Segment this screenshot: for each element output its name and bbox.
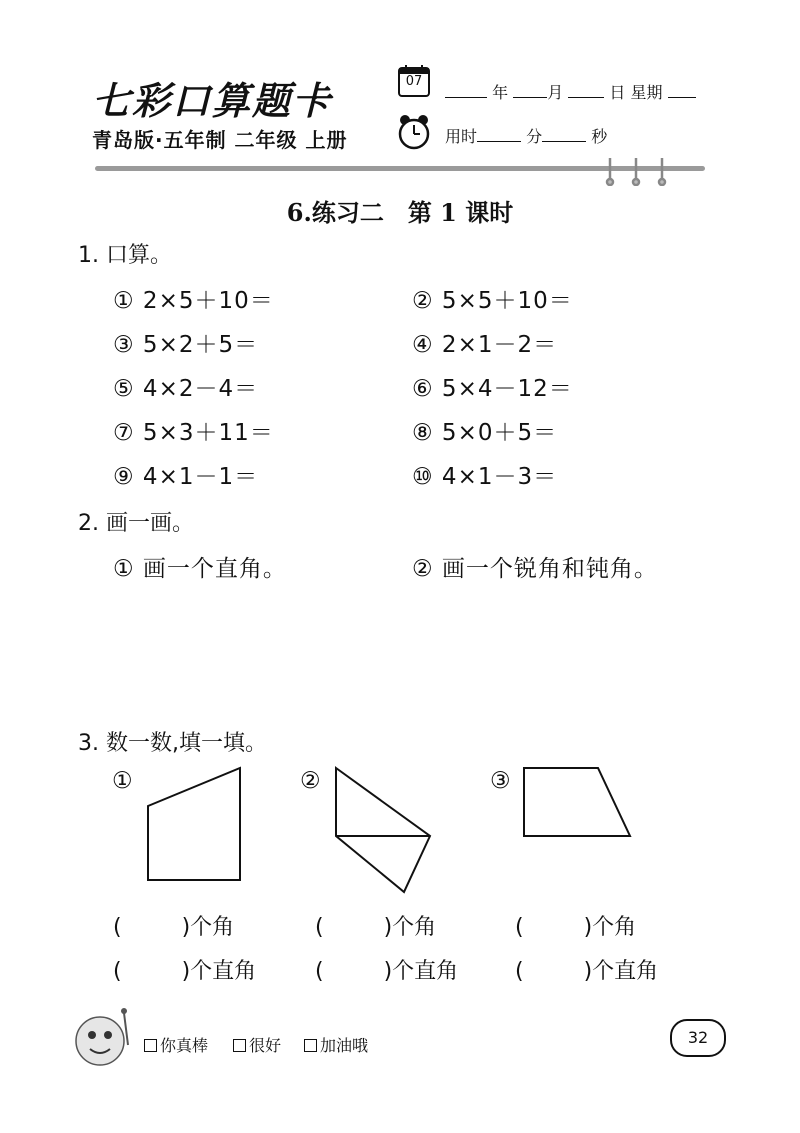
problem-2: ② 5×5＋10＝ (412, 288, 573, 314)
problem-10: ⑩ 4×1－3＝ (412, 464, 558, 490)
mascot-icon (70, 1005, 136, 1071)
rating-option-1[interactable]: 你真棒 (144, 1033, 208, 1056)
figure-label-1: ① (112, 768, 134, 794)
problem-1: ① 2×5＋10＝ (113, 288, 274, 314)
figure-1-quadrilateral (140, 762, 250, 887)
figure-2-triangles (328, 762, 438, 897)
brand-title: 七彩口算题卡 (92, 79, 333, 123)
figure-3-trapezoid (518, 762, 638, 844)
problem-7: ⑦ 5×3＋11＝ (113, 420, 274, 446)
draw-task-2: ② 画一个锐角和钝角。 (412, 556, 658, 582)
draw-task-1: ① 画一个直角。 (113, 556, 287, 582)
answer-angles-3: ( )个角 (515, 915, 637, 940)
problem-9: ⑨ 4×1－1＝ (113, 464, 259, 490)
problem-3: ③ 5×2＋5＝ (113, 332, 259, 358)
answer-angles-1: ( )个角 (113, 915, 235, 940)
checkbox-icon[interactable] (233, 1039, 246, 1052)
section2-heading: 2. 画一画。 (78, 511, 194, 536)
section1-heading: 1. 口算。 (78, 243, 172, 268)
answer-right-angles-1: ( )个直角 (113, 959, 257, 984)
problem-6: ⑥ 5×4－12＝ (412, 376, 573, 402)
edition-label: 青岛版·五年制 二年级 上册 (92, 128, 348, 152)
answer-right-angles-3: ( )个直角 (515, 959, 659, 984)
problem-5: ⑤ 4×2－4＝ (113, 376, 259, 402)
lesson-title: 6.练习二 第 1 课时 (286, 198, 514, 227)
alarm-clock-icon (397, 114, 431, 150)
answer-angles-2: ( )个角 (315, 915, 437, 940)
problem-8: ⑧ 5×0＋5＝ (412, 420, 558, 446)
divider-pins (600, 156, 672, 186)
checkbox-icon[interactable] (304, 1039, 317, 1052)
figure-label-3: ③ (490, 768, 512, 794)
problem-4: ④ 2×1－2＝ (412, 332, 558, 358)
answer-right-angles-2: ( )个直角 (315, 959, 459, 984)
figure-label-2: ② (300, 768, 322, 794)
page-number: 32 (670, 1019, 726, 1057)
checkbox-icon[interactable] (144, 1039, 157, 1052)
rating-option-3[interactable]: 加油哦 (304, 1033, 368, 1056)
rating-option-2[interactable]: 很好 (233, 1033, 281, 1056)
time-line: 用时 分 秒 (445, 127, 608, 146)
date-line: 年 月 日 星期 (445, 80, 696, 103)
section3-heading: 3. 数一数,填一填。 (78, 731, 267, 756)
calendar-day: 07 (405, 74, 423, 89)
